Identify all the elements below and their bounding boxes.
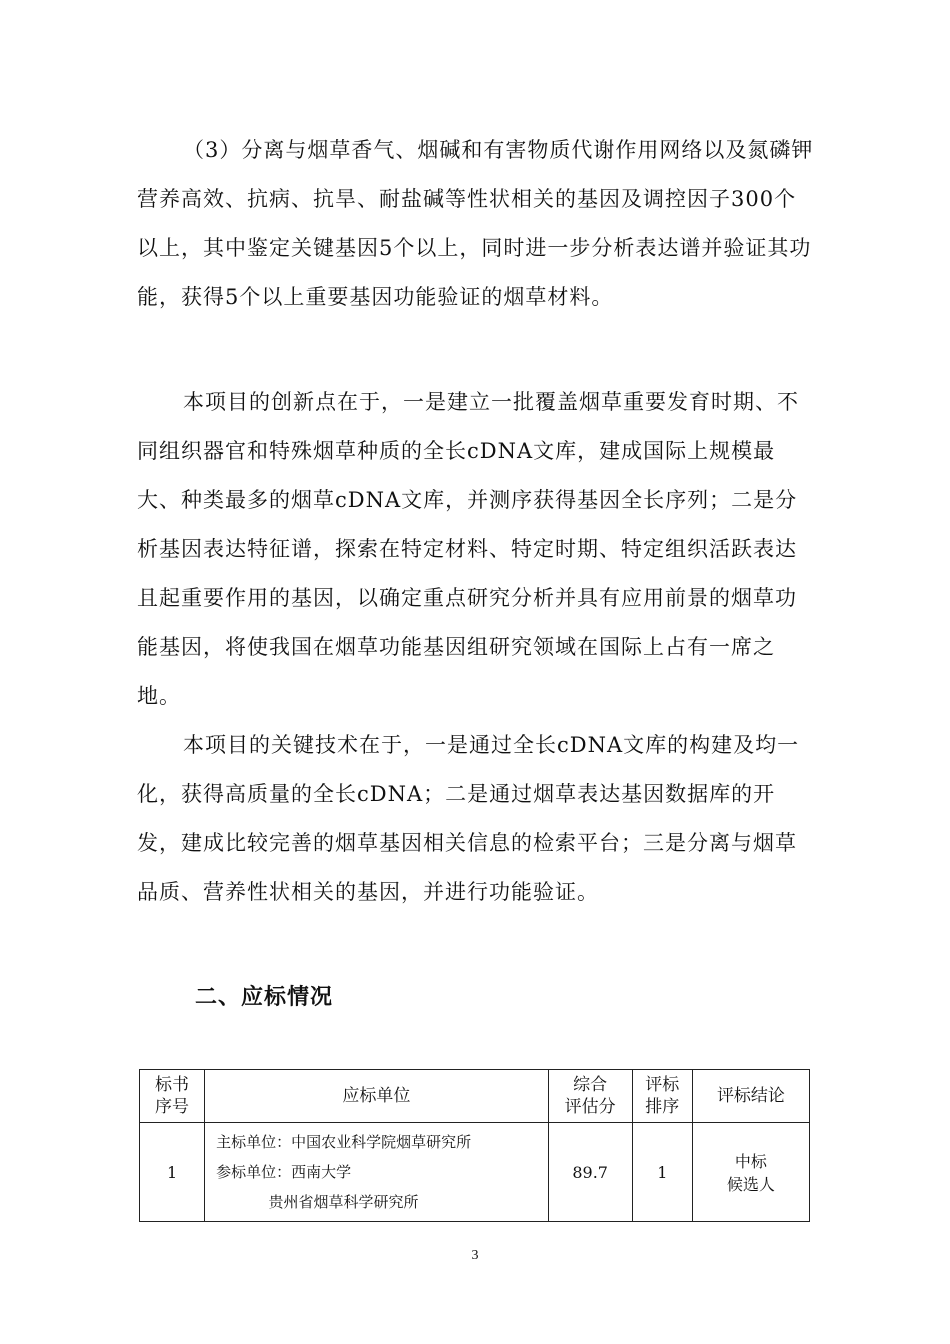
header-score: 综合 评估分	[548, 1070, 632, 1123]
cell-conclusion: 中标 候选人	[692, 1123, 809, 1222]
page-number: 3	[471, 1248, 479, 1263]
header-rank: 评标 排序	[632, 1070, 692, 1123]
table-header-row	[140, 1070, 810, 1123]
cell-score: 89.7	[548, 1123, 632, 1222]
header-bid-number: 标书 序号	[140, 1070, 205, 1123]
cell-rank: 1	[632, 1123, 692, 1222]
participating-unit-2: 贵州省烟草科学研究所	[216, 1193, 419, 1211]
bid-table	[139, 1069, 810, 1222]
cell-bidding-units	[205, 1123, 549, 1222]
header-conclusion: 评标结论	[692, 1070, 809, 1123]
paragraph-innovation: 本项目的创新点在于，一是建立一批覆盖烟草重要发育时期、不同组织器官和特殊烟草种质的全长cDNA文库，建成国际上规模最大、种类最多的烟草cDNA文库，并测序获得基因全长序列；二是分析基因表达特征谱，探索在特定材料、特定时期、特定组织活跃表达且起重要作用的基因，以确定重点研究分析并具有应用前景的烟草功能基因，将使我国在烟草功能基因组研究领域在国际上占有一席之地。	[137, 390, 799, 708]
lead-unit: 主标单位：中国农业科学院烟草研究所	[216, 1133, 472, 1151]
paragraph-goal-3: （3）分离与烟草香气、烟碱和有害物质代谢作用网络以及氮磷钾营养高效、抗病、抗旱、耐盐碱等性状相关的基因及调控因子300个以上，其中鉴定关键基因5个以上，同时进一步分析表达谱并验证其功能，获得5个以上重要基因功能验证的烟草材料。	[137, 138, 814, 309]
cell-bid-number: 1	[140, 1123, 205, 1222]
participating-unit-1: 参标单位：西南大学	[216, 1163, 352, 1181]
header-bidding-unit: 应标单位	[205, 1070, 549, 1123]
section-heading: 二、应标情况	[195, 985, 334, 1010]
table-row	[140, 1123, 810, 1222]
paragraph-key-technology: 本项目的关键技术在于，一是通过全长cDNA文库的构建及均一化，获得高质量的全长cDNA；二是通过烟草表达基因数据库的开发，建成比较完善的烟草基因相关信息的检索平台；三是分离与烟草品质、营养性状相关的基因，并进行功能验证。	[137, 733, 800, 904]
